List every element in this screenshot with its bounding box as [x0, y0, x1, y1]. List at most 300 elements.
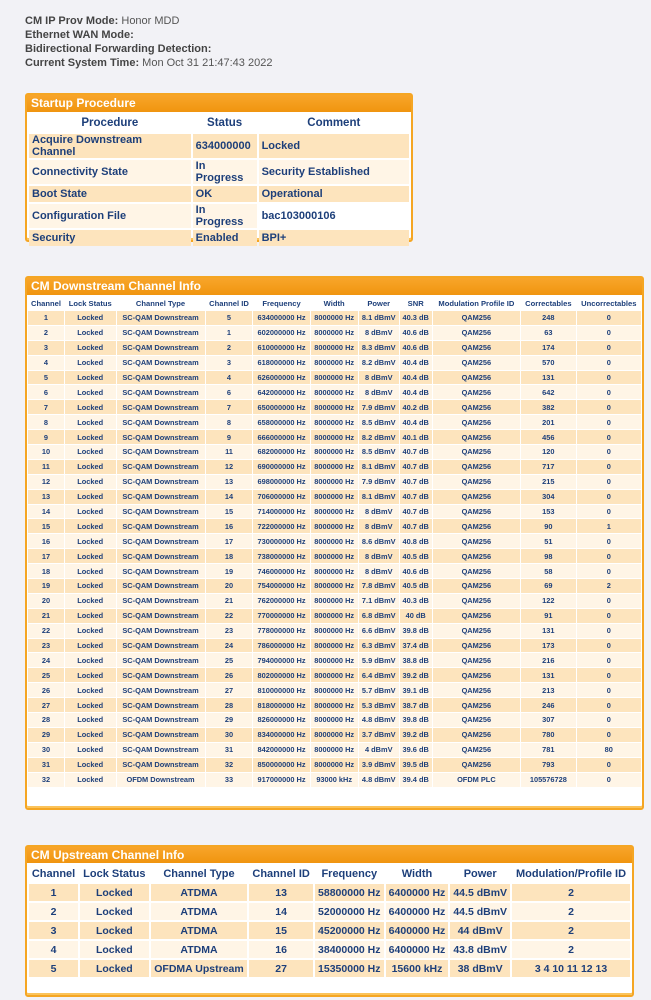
table-cell: 8 dBmV — [359, 505, 399, 519]
table-cell: 6.3 dBmV — [359, 639, 399, 653]
table-cell: QAM256 — [433, 415, 521, 429]
table-cell: 15 — [206, 505, 253, 519]
column-header: Power — [359, 296, 399, 310]
table-cell: 698000000 Hz — [253, 475, 309, 489]
table-cell: 18 — [206, 549, 253, 563]
table-cell: 39.8 dB — [400, 624, 432, 638]
table-cell: 40.2 dB — [400, 400, 432, 414]
table-cell: Locked — [65, 773, 116, 787]
table-cell: Locked — [65, 519, 116, 533]
table-cell: 9 — [28, 430, 64, 444]
table-cell: 0 — [577, 371, 641, 385]
table-row — [29, 204, 409, 228]
table-cell: SC-QAM Downstream — [117, 564, 205, 578]
table-cell: 0 — [577, 356, 641, 370]
table-cell: 248 — [521, 311, 575, 325]
table-cell: 1 — [28, 311, 64, 325]
table-cell: 682000000 Hz — [253, 445, 309, 459]
table-cell: 3 — [28, 341, 64, 355]
table-cell: 38 dBmV — [450, 960, 510, 977]
table-cell: 52000000 Hz — [315, 903, 384, 920]
table-cell: ATDMA — [151, 884, 248, 901]
downstream-table — [27, 295, 642, 788]
table-cell: 781 — [521, 743, 575, 757]
table-cell: 91 — [521, 609, 575, 623]
table-cell: SC-QAM Downstream — [117, 371, 205, 385]
table-cell: 27 — [249, 960, 313, 977]
table-cell: 22 — [28, 624, 64, 638]
table-cell: 0 — [577, 505, 641, 519]
table-cell: 40.6 dB — [400, 341, 432, 355]
table-cell: Locked — [65, 698, 116, 712]
table-cell: SC-QAM Downstream — [117, 326, 205, 340]
table-row — [28, 445, 641, 459]
table-cell: 2 — [512, 922, 630, 939]
table-cell: 39.2 dB — [400, 668, 432, 682]
table-cell: 90 — [521, 519, 575, 533]
table-cell: 4.8 dBmV — [359, 713, 399, 727]
table-cell: 7.8 dBmV — [359, 579, 399, 593]
table-cell: QAM256 — [433, 668, 521, 682]
table-cell: 19 — [28, 579, 64, 593]
table-cell: 173 — [521, 639, 575, 653]
table-row — [28, 668, 641, 682]
table-row — [28, 653, 641, 667]
table-cell: 40.7 dB — [400, 475, 432, 489]
table-cell: 4 dBmV — [359, 743, 399, 757]
table-cell: 9 — [206, 430, 253, 444]
column-header: Width — [386, 865, 449, 882]
table-cell: Locked — [80, 960, 149, 977]
table-cell: 213 — [521, 683, 575, 697]
table-cell: 40.4 dB — [400, 385, 432, 399]
table-cell: Locked — [65, 639, 116, 653]
table-cell: 4 — [29, 941, 78, 958]
table-cell: 5.7 dBmV — [359, 683, 399, 697]
table-cell: 43.8 dBmV — [450, 941, 510, 958]
table-cell: SC-QAM Downstream — [117, 698, 205, 712]
table-cell: 658000000 Hz — [253, 415, 309, 429]
table-cell: 26 — [28, 683, 64, 697]
table-cell: 15350000 Hz — [315, 960, 384, 977]
table-cell: SC-QAM Downstream — [117, 743, 205, 757]
table-cell: 778000000 Hz — [253, 624, 309, 638]
table-cell: 22 — [206, 609, 253, 623]
table-cell: 618000000 Hz — [253, 356, 309, 370]
table-cell: 201 — [521, 415, 575, 429]
table-cell: 27 — [206, 683, 253, 697]
table-cell: 8.6 dBmV — [359, 534, 399, 548]
table-cell: 8000000 Hz — [311, 743, 358, 757]
table-cell: 31 — [206, 743, 253, 757]
table-cell: QAM256 — [433, 341, 521, 355]
table-cell: Locked — [65, 415, 116, 429]
table-cell: 6400000 Hz — [386, 903, 449, 920]
table-cell: 8000000 Hz — [311, 490, 358, 504]
table-cell: 40 dB — [400, 609, 432, 623]
table-cell: 15 — [28, 519, 64, 533]
table-cell: 8.3 dBmV — [359, 341, 399, 355]
table-cell: 3 — [206, 356, 253, 370]
table-cell: Locked — [65, 490, 116, 504]
column-header: Modulation Profile ID — [433, 296, 521, 310]
table-cell: OK — [193, 186, 257, 202]
table-cell: Locked — [65, 341, 116, 355]
table-cell: In Progress — [193, 160, 257, 184]
table-cell: 29 — [28, 728, 64, 742]
table-cell: Enabled — [193, 230, 257, 246]
table-cell: Locked — [65, 713, 116, 727]
table-cell: QAM256 — [433, 579, 521, 593]
table-cell: 0 — [577, 683, 641, 697]
table-cell: 8000000 Hz — [311, 758, 358, 772]
table-cell: QAM256 — [433, 683, 521, 697]
table-cell: 0 — [577, 490, 641, 504]
upstream-table — [27, 863, 632, 979]
table-cell: QAM256 — [433, 430, 521, 444]
table-cell: 122 — [521, 594, 575, 608]
table-cell: 642 — [521, 385, 575, 399]
table-cell: 717 — [521, 460, 575, 474]
table-cell: 570 — [521, 356, 575, 370]
table-row — [28, 683, 641, 697]
table-cell: 2 — [512, 903, 630, 920]
table-cell: 27 — [28, 698, 64, 712]
table-cell: 32 — [28, 773, 64, 787]
table-cell: QAM256 — [433, 743, 521, 757]
table-cell: 23 — [206, 624, 253, 638]
table-cell: 98 — [521, 549, 575, 563]
table-cell: 16 — [28, 534, 64, 548]
table-cell: 0 — [577, 415, 641, 429]
table-cell: 19 — [206, 564, 253, 578]
column-header: Channel — [28, 296, 64, 310]
table-cell: 24 — [28, 653, 64, 667]
table-cell: 0 — [577, 475, 641, 489]
table-row — [29, 941, 630, 958]
table-cell: SC-QAM Downstream — [117, 475, 205, 489]
table-cell: 762000000 Hz — [253, 594, 309, 608]
table-cell: 8.1 dBmV — [359, 490, 399, 504]
downstream-channel-panel — [25, 276, 644, 810]
table-cell: 40.3 dB — [400, 311, 432, 325]
table-cell: 40.7 dB — [400, 519, 432, 533]
table-cell: 842000000 Hz — [253, 743, 309, 757]
table-cell: 120 — [521, 445, 575, 459]
table-cell: 51 — [521, 534, 575, 548]
column-header: Modulation/Profile ID — [512, 865, 630, 882]
table-cell: 40.7 dB — [400, 445, 432, 459]
table-cell: Locked — [65, 534, 116, 548]
table-cell: 650000000 Hz — [253, 400, 309, 414]
table-cell: Locked — [65, 758, 116, 772]
column-header: Status — [193, 114, 257, 132]
info-prov-mode: CM IP Prov Mode: Honor MDD — [25, 15, 180, 27]
table-cell: 0 — [577, 713, 641, 727]
table-cell: 11 — [28, 460, 64, 474]
table-cell: 0 — [577, 445, 641, 459]
table-cell: QAM256 — [433, 400, 521, 414]
table-cell: 8000000 Hz — [311, 609, 358, 623]
table-row — [29, 922, 630, 939]
table-cell: 0 — [577, 311, 641, 325]
table-row — [28, 475, 641, 489]
table-cell: 28 — [206, 698, 253, 712]
table-row — [28, 698, 641, 712]
table-cell: Operational — [259, 186, 409, 202]
table-row — [28, 341, 641, 355]
table-row — [28, 311, 641, 325]
table-cell: 8000000 Hz — [311, 728, 358, 742]
table-cell: Locked — [65, 356, 116, 370]
column-header: Correctables — [521, 296, 575, 310]
table-cell: QAM256 — [433, 519, 521, 533]
table-cell: 7 — [206, 400, 253, 414]
table-cell: 17 — [28, 549, 64, 563]
table-row — [28, 490, 641, 504]
table-cell: 304 — [521, 490, 575, 504]
table-row — [28, 609, 641, 623]
table-cell: 8000000 Hz — [311, 698, 358, 712]
table-cell: 13 — [206, 475, 253, 489]
table-row — [29, 230, 409, 246]
table-cell: BPI+ — [259, 230, 409, 246]
table-cell: 6.8 dBmV — [359, 609, 399, 623]
table-cell: 8.2 dBmV — [359, 430, 399, 444]
table-cell: Locked — [259, 134, 409, 158]
table-cell: 780 — [521, 728, 575, 742]
table-cell: SC-QAM Downstream — [117, 639, 205, 653]
table-cell: 8 dBmV — [359, 519, 399, 533]
table-cell: 38.8 dB — [400, 653, 432, 667]
table-row — [28, 549, 641, 563]
table-cell: 0 — [577, 341, 641, 355]
table-cell: 8000000 Hz — [311, 341, 358, 355]
table-cell: 4.8 dBmV — [359, 773, 399, 787]
table-cell: 2 — [29, 903, 78, 920]
table-cell: 8000000 Hz — [311, 639, 358, 653]
table-cell: 8000000 Hz — [311, 311, 358, 325]
table-cell: SC-QAM Downstream — [117, 683, 205, 697]
table-row — [29, 160, 409, 184]
table-cell: 793 — [521, 758, 575, 772]
table-cell: 13 — [28, 490, 64, 504]
table-cell: SC-QAM Downstream — [117, 519, 205, 533]
table-cell: 5 — [28, 371, 64, 385]
column-header: Channel Type — [151, 865, 248, 882]
table-cell: 246 — [521, 698, 575, 712]
table-cell: 2 — [512, 884, 630, 901]
table-cell: QAM256 — [433, 371, 521, 385]
table-cell: 8.1 dBmV — [359, 460, 399, 474]
table-cell: 738000000 Hz — [253, 549, 309, 563]
table-cell: 4 — [28, 356, 64, 370]
column-header: Channel ID — [206, 296, 253, 310]
table-cell: Locked — [65, 371, 116, 385]
table-cell: 8000000 Hz — [311, 385, 358, 399]
table-cell: Connectivity State — [29, 160, 191, 184]
table-cell: 3 4 10 11 12 13 — [512, 960, 630, 977]
table-cell: 39.4 dB — [400, 773, 432, 787]
table-cell: 0 — [577, 698, 641, 712]
table-cell: SC-QAM Downstream — [117, 460, 205, 474]
table-cell: 8000000 Hz — [311, 460, 358, 474]
table-cell: 39.1 dB — [400, 683, 432, 697]
table-cell: SC-QAM Downstream — [117, 311, 205, 325]
table-cell: 40.7 dB — [400, 460, 432, 474]
table-cell: 2 — [577, 579, 641, 593]
table-cell: 8.2 dBmV — [359, 356, 399, 370]
table-cell: 8000000 Hz — [311, 505, 358, 519]
table-cell: 0 — [577, 609, 641, 623]
panel-title: CM Upstream Channel Info — [27, 847, 632, 863]
table-cell: 0 — [577, 653, 641, 667]
table-cell: Locked — [65, 326, 116, 340]
table-row — [28, 519, 641, 533]
table-cell: 131 — [521, 624, 575, 638]
table-cell: SC-QAM Downstream — [117, 341, 205, 355]
table-row — [28, 564, 641, 578]
table-cell: 13 — [249, 884, 313, 901]
table-cell: 666000000 Hz — [253, 430, 309, 444]
table-cell: 28 — [28, 713, 64, 727]
table-cell: SC-QAM Downstream — [117, 594, 205, 608]
table-cell: 802000000 Hz — [253, 668, 309, 682]
table-cell: 20 — [206, 579, 253, 593]
table-cell: 12 — [206, 460, 253, 474]
table-cell: 38.7 dB — [400, 698, 432, 712]
table-cell: 8000000 Hz — [311, 326, 358, 340]
table-cell: 131 — [521, 371, 575, 385]
table-cell: 1 — [206, 326, 253, 340]
table-cell: 8 dBmV — [359, 564, 399, 578]
table-cell: 810000000 Hz — [253, 683, 309, 697]
table-cell: 14 — [28, 505, 64, 519]
table-cell: Locked — [65, 683, 116, 697]
table-cell: 746000000 Hz — [253, 564, 309, 578]
table-row — [28, 371, 641, 385]
table-cell: 730000000 Hz — [253, 534, 309, 548]
table-cell: 38400000 Hz — [315, 941, 384, 958]
table-cell: QAM256 — [433, 356, 521, 370]
table-cell: 40.7 dB — [400, 505, 432, 519]
table-cell: ATDMA — [151, 922, 248, 939]
table-cell: 44 dBmV — [450, 922, 510, 939]
table-cell: QAM256 — [433, 653, 521, 667]
table-cell: Locked — [65, 505, 116, 519]
table-cell: 307 — [521, 713, 575, 727]
table-cell: 0 — [577, 385, 641, 399]
table-row — [28, 773, 641, 787]
table-cell: Locked — [65, 594, 116, 608]
table-cell: 8000000 Hz — [311, 400, 358, 414]
table-cell: Boot State — [29, 186, 191, 202]
table-cell: 818000000 Hz — [253, 698, 309, 712]
table-cell: 786000000 Hz — [253, 639, 309, 653]
table-cell: 25 — [28, 668, 64, 682]
table-cell: QAM256 — [433, 728, 521, 742]
table-cell: SC-QAM Downstream — [117, 534, 205, 548]
table-cell: 6 — [28, 385, 64, 399]
column-header: Channel Type — [117, 296, 205, 310]
column-header: Comment — [259, 114, 409, 132]
table-cell: QAM256 — [433, 549, 521, 563]
table-cell: SC-QAM Downstream — [117, 668, 205, 682]
table-cell: 5.9 dBmV — [359, 653, 399, 667]
table-cell: 58 — [521, 564, 575, 578]
table-row — [28, 579, 641, 593]
table-cell: 45200000 Hz — [315, 922, 384, 939]
table-row — [28, 713, 641, 727]
table-cell: 0 — [577, 564, 641, 578]
table-cell: QAM256 — [433, 758, 521, 772]
table-cell: 30 — [28, 743, 64, 757]
table-row — [28, 639, 641, 653]
info-bfd: Bidirectional Forwarding Detection: — [25, 43, 212, 55]
table-cell: 2 — [206, 341, 253, 355]
info-system-time: Current System Time: Mon Oct 31 21:47:43 2022 — [25, 57, 273, 69]
startup-table — [27, 112, 411, 248]
table-cell: 8000000 Hz — [311, 445, 358, 459]
table-cell: 8000000 Hz — [311, 579, 358, 593]
table-cell: ATDMA — [151, 941, 248, 958]
table-cell: 642000000 Hz — [253, 385, 309, 399]
table-row — [28, 415, 641, 429]
table-cell: 20 — [28, 594, 64, 608]
table-cell: 15 — [249, 922, 313, 939]
table-cell: Locked — [65, 385, 116, 399]
table-cell: 2 — [28, 326, 64, 340]
table-cell: 69 — [521, 579, 575, 593]
table-cell: Locked — [80, 884, 149, 901]
table-cell: QAM256 — [433, 609, 521, 623]
table-cell: 834000000 Hz — [253, 728, 309, 742]
column-header: Uncorrectables — [577, 296, 641, 310]
table-cell: SC-QAM Downstream — [117, 430, 205, 444]
table-cell: 131 — [521, 668, 575, 682]
table-cell: 754000000 Hz — [253, 579, 309, 593]
table-cell: 44.5 dBmV — [450, 884, 510, 901]
column-header: Frequency — [315, 865, 384, 882]
table-cell: 16 — [249, 941, 313, 958]
table-cell: 8000000 Hz — [311, 624, 358, 638]
table-cell: 0 — [577, 400, 641, 414]
table-cell: 40.5 dB — [400, 579, 432, 593]
table-cell: QAM256 — [433, 698, 521, 712]
table-cell: 40.3 dB — [400, 594, 432, 608]
table-cell: Locked — [80, 922, 149, 939]
table-row — [29, 186, 409, 202]
table-cell: 40.7 dB — [400, 490, 432, 504]
table-cell: 40.1 dB — [400, 430, 432, 444]
table-cell: 63 — [521, 326, 575, 340]
table-cell: SC-QAM Downstream — [117, 445, 205, 459]
table-row — [28, 326, 641, 340]
table-cell: 0 — [577, 668, 641, 682]
table-cell: QAM256 — [433, 713, 521, 727]
table-cell: 153 — [521, 505, 575, 519]
table-cell: 8000000 Hz — [311, 713, 358, 727]
table-cell: 6.4 dBmV — [359, 668, 399, 682]
table-cell: 6.6 dBmV — [359, 624, 399, 638]
table-cell: 770000000 Hz — [253, 609, 309, 623]
column-header: Lock Status — [80, 865, 149, 882]
table-cell: 0 — [577, 594, 641, 608]
table-cell: QAM256 — [433, 639, 521, 653]
table-cell: Locked — [65, 624, 116, 638]
table-cell: 17 — [206, 534, 253, 548]
table-cell: QAM256 — [433, 594, 521, 608]
